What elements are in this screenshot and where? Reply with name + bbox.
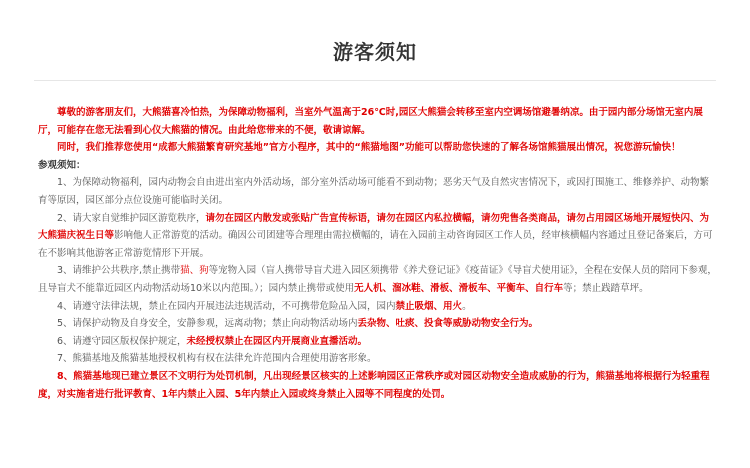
- rules-heading: 参观须知：: [38, 159, 86, 171]
- rule-item-8: 8、熊猫基地现已建立景区不文明行为处罚机制，凡出现经景区核实的上述影响园区正常秩序或对园区动物安全造成威胁的行为，熊猫基地将根据行为轻重程度，对实施者进行批评教育、1年内禁止入园、5年内禁止入园或终身禁止入园等不同程度的处罚。: [38, 370, 710, 400]
- rule-item-3-text-2: 等宠物入园（盲人携带导盲犬进入园区须携带《养犬登记证》《疫苗证》《导盲犬使用证》，全程在安保人员的陪同下参观，且导盲犬不能靠近园区内动物活动场10米以内范围。）；园内禁止携带或使用: [38, 265, 717, 294]
- rule-item-3-text: 3、请维护公共秩序,禁止携带: [57, 265, 181, 277]
- intro-paragraph-1: 尊敬的游客朋友们，大熊猫喜冷怕热，为保障动物福利，当室外气温高于26℃时,园区大熊猫会转移至室内空调场馆避暑纳凉。由于园内部分场馆无室内展厅，可能存在您无法看到心仪大熊猫的情况。由此给您带来的不便，敬请谅解。: [38, 107, 703, 136]
- intro-paragraph-2: 同时，我们推荐您使用“成都大熊猫繁育研究基地”官方小程序，其中的“熊猫地图”功能可以帮助您快速的了解各场馆熊猫展出情况，祝您游玩愉快！: [57, 142, 681, 154]
- rule-item-4-highlight: 禁止吸烟、用火: [395, 300, 463, 312]
- rule-item-6-highlight: 未经授权禁止在园区内开展商业直播活动。: [186, 335, 368, 347]
- rule-item-4-text: 4、请遵守法律法规，禁止在园内开展违法违规活动，不可携带危险品入园，园内: [57, 300, 396, 312]
- rule-item-2-text: 2、请大家自觉维护园区游览秩序，: [57, 212, 206, 224]
- title-divider: [34, 80, 716, 81]
- rule-item-4-text-2: 。: [462, 300, 472, 312]
- rule-item-5-text: 5、请保护动物及自身安全，安静参观，远离动物；禁止向动物活动场内: [57, 318, 358, 330]
- rule-item-1: 1、为保障动物福利，园内动物会自由进出室内外活动场，部分室外活动场可能看不到动物；恶劣天气及自然灾害情况下，或因打围施工、维修养护、动物繁育等原因，园区部分点位设施可能临时关闭。: [38, 177, 710, 206]
- rule-item-6-text: 6、请遵守园区版权保护规定，: [57, 335, 187, 347]
- rule-item-7: 7、熊猫基地及熊猫基地授权机构有权在法律允许范围内合理使用游客形象。: [57, 353, 377, 365]
- rule-item-3: [38, 262, 718, 297]
- page-title: 游客须知: [333, 40, 417, 64]
- rule-item-3-text-3: 等；禁止践踏草坪。: [563, 282, 649, 294]
- rule-item-3-devices: 无人机、溜冰鞋、滑板、滑板车、平衡车、自行车: [354, 282, 564, 294]
- rule-item-2-highlight: 请勿在园区内散发或张贴广告宣传标语，请勿在园区内私拉横幅，请勿兜售各类商品，请勿占用园区场地开展短快闪、为大熊猫庆祝生日等: [38, 212, 710, 242]
- rule-item-6: [38, 333, 718, 351]
- rule-item-3-pets: 猫、狗: [180, 265, 209, 277]
- rule-item-4: [38, 298, 718, 316]
- notice-content: [38, 104, 718, 403]
- rule-item-2-text-2: 影响他人正常游览的活动。确因公司团建等合理理由需拉横幅的，请在入园前主动咨询园区工作人员，经审核横幅内容通过且登记备案后，方可在不影响其他游客正常游览情形下开展。: [38, 230, 713, 259]
- rule-item-5-highlight: 丢杂物、吐痰、投食等威胁动物安全行为。: [357, 318, 539, 330]
- rule-item-5: [38, 315, 718, 333]
- rule-item-2: [38, 210, 718, 263]
